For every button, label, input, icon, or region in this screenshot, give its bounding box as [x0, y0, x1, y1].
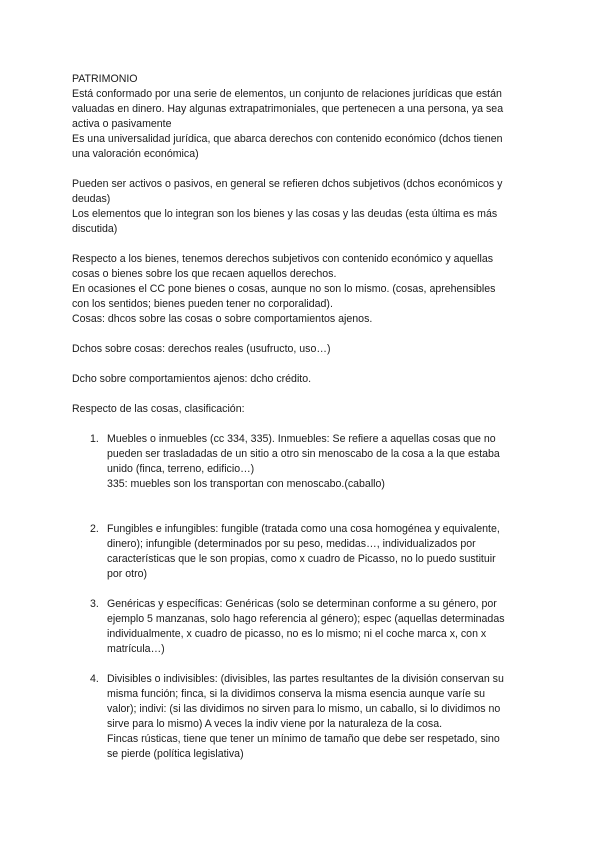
text-line: ejemplo 5 manzanas, solo hago referencia al género); espec (aquellas determinadas — [107, 613, 505, 625]
text-line: discutida) — [72, 223, 118, 235]
text-line: cosas o bienes sobre los que recaen aquellos derechos. — [72, 268, 337, 280]
text-line: se pierde (política legislativa) — [107, 748, 244, 760]
text-line: dinero); infungible (determinados por su peso, medidas…, individualizados por — [107, 538, 476, 550]
paragraph-bienes — [72, 252, 534, 327]
list-number: 3. — [90, 598, 99, 610]
text-line: Genéricas y específicas: Genéricas (solo se determinan conforme a su género, por — [107, 598, 497, 610]
list-number: 2. — [90, 523, 99, 535]
text-line: activa o pasivamente — [72, 118, 172, 130]
paragraph-activos-pasivos — [72, 177, 534, 237]
text-line: 335: muebles son los transportan con menoscabo.(caballo) — [107, 478, 385, 490]
text-line: Respecto a los bienes, tenemos derechos subjetivos con contenido económico y aquellas — [72, 253, 494, 265]
paragraph-dcho-comportamientos: Dcho sobre comportamientos ajenos: dcho crédito. — [72, 373, 312, 385]
paragraph-definition — [72, 87, 534, 162]
document-page — [72, 72, 534, 762]
text-line: valuadas en dinero. Hay algunas extrapatrimoniales, que pertenecen a una persona, ya sea — [72, 103, 504, 115]
text-line: unido (finca, terreno, edificio…) — [107, 463, 255, 475]
text-line: Fungibles e infungibles: fungible (tratada como una cosa homogénea y equivalente, — [107, 523, 500, 535]
text-line: Fincas rústicas, tiene que tener un mínimo de tamaño que debe ser respetado, sino — [107, 733, 500, 745]
list-item-fungibles — [72, 522, 534, 582]
text-line: Divisibles o indivisibles: (divisibles, las partes resultantes de la división conservan su — [107, 673, 504, 685]
document-title: PATRIMONIO — [72, 73, 138, 85]
text-line: pueden ser trasladadas de un sitio a otro sin menoscabo de la cosa a la que estaba — [107, 448, 500, 460]
text-line: sirve para lo mismo) A veces la indiv viene por la naturaleza de la cosa. — [107, 718, 443, 730]
text-line: por otro) — [107, 568, 148, 580]
text-line: deudas) — [72, 193, 111, 205]
text-line: Pueden ser activos o pasivos, en general se refieren dchos subjetivos (dchos económicos y — [72, 178, 503, 190]
list-number: 1. — [90, 433, 99, 445]
text-line: Está conformado por una serie de elementos, un conjunto de relaciones jurídicas que están — [72, 88, 502, 100]
text-line: matrícula…) — [107, 643, 165, 655]
list-number: 4. — [90, 673, 99, 685]
list-item-divisibles — [72, 672, 534, 762]
text-line: características que le son propias, como x cuadro de Picasso, no lo puedo sustituir — [107, 553, 496, 565]
classification-list — [72, 432, 534, 762]
text-line: Es una universalidad jurídica, que abarca derechos con contenido económico (dchos tienen — [72, 133, 503, 145]
text-line: Cosas: dhcos sobre las cosas o sobre comportamientos ajenos. — [72, 313, 373, 325]
text-line: individualmente, x cuadro de picasso, no es lo mismo; ni el coche marca x, con x — [107, 628, 487, 640]
paragraph-clasificacion: Respecto de las cosas, clasificación: — [72, 403, 245, 415]
text-line: misma función; finca, si la dividimos conserva la misma esencia aunque varíe su — [107, 688, 486, 700]
text-line: Muebles o inmuebles (cc 334, 335). Inmuebles: Se refiere a aquellas cosas que no — [107, 433, 496, 445]
text-line: En ocasiones el CC pone bienes o cosas, aunque no son lo mismo. (cosas, aprehensibles — [72, 283, 496, 295]
list-item-genericas — [72, 597, 534, 657]
text-line: Los elementos que lo integran son los bienes y las cosas y las deudas (esta última es más — [72, 208, 498, 220]
list-item-muebles — [72, 432, 534, 492]
paragraph-dchos-cosas: Dchos sobre cosas: derechos reales (usufructo, uso…) — [72, 343, 331, 355]
text-line: valor); indivi: (si las dividimos no sirven para lo mismo, un caballo, si lo dividimos no — [107, 703, 501, 715]
text-line: una valoración económica) — [72, 148, 199, 160]
text-line: con los sentidos; bienes pueden tener no corporalidad). — [72, 298, 333, 310]
